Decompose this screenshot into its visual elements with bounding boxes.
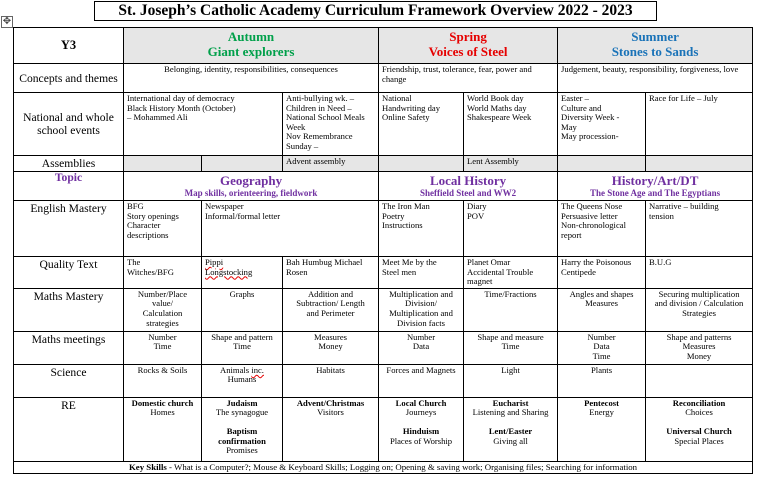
quality-word: Longstocking (205, 266, 253, 277)
events-spring-1: National Handwriting day Online Safety (379, 93, 464, 156)
topic-autumn-title: Geography (219, 173, 283, 188)
science-cell: Habitats (283, 364, 379, 397)
term-summer-theme: Stones to Sands (611, 44, 699, 59)
re-heading: Eucharist (492, 397, 529, 408)
science-cell (202, 364, 283, 397)
maths-mastery-label: Maths Mastery (14, 288, 124, 331)
re-cell (124, 397, 202, 461)
re-heading: Universal Church (666, 425, 732, 436)
re-heading: Baptism confirmation (218, 425, 266, 446)
quality-cell (202, 257, 283, 289)
english-label: English Mastery (14, 201, 124, 257)
term-autumn-name: Autumn (227, 29, 275, 44)
events-label: National and whole school events (14, 93, 124, 156)
re-text: The synagogue (215, 407, 269, 418)
maths-meetings-cell: Number Data (379, 331, 464, 364)
re-text: Visitors (317, 407, 344, 418)
science-cell: Forces and Magnets (379, 364, 464, 397)
document-title: St. Joseph’s Catholic Academy Curriculum Framework Overview 2022 - 2023 (94, 1, 657, 21)
table-move-handle-icon[interactable]: ✥ (2, 16, 12, 27)
maths-meetings-cell: Shape and measure Time (464, 331, 558, 364)
re-cell (379, 397, 464, 461)
events-spring-2: World Book day World Maths day Shakespeare Week (464, 93, 558, 156)
english-cell: The Queens Nose Persuasive letter Non-chronological report (558, 201, 646, 257)
topic-summer-sub: The Stone Age and The Egyptians (589, 188, 721, 198)
concepts-summer: Judgement, beauty, responsibility, forgiveness, love (558, 64, 753, 93)
re-text: Giving all (493, 435, 528, 446)
english-cell: The Iron Man Poetry Instructions (379, 201, 464, 257)
events-autumn-1: International day of democracy Black History Month (October) – Mohammed Ali (124, 93, 283, 156)
term-autumn-theme: Giant explorers (207, 44, 295, 59)
topic-summer-title: History/Art/DT (611, 173, 699, 188)
re-text: Places of Worship (389, 435, 453, 446)
term-spring-name: Spring (449, 29, 487, 44)
quality-cell: Meet Me by the Steel men (379, 257, 464, 289)
science-cell: Light (464, 364, 558, 397)
re-text: Listening and Sharing (472, 407, 549, 418)
quality-cell: B.U.G (646, 257, 753, 289)
events-summer-1: Easter – Culture and Diversity Week - May May procession- (558, 93, 646, 156)
maths-mastery-cell: Graphs (202, 288, 283, 331)
maths-meetings-cell: Shape and pattern Time (202, 331, 283, 364)
assembly-cell (646, 156, 753, 172)
maths-mastery-cell: Time/Fractions (464, 288, 558, 331)
quality-cell: Bah Humbug Michael Rosen (283, 257, 379, 289)
topic-spring-title: Local History (429, 173, 507, 188)
maths-meetings-label: Maths meetings (14, 331, 124, 364)
re-heading: Advent/Christmas (296, 397, 365, 408)
quality-word: Pippi (205, 257, 224, 267)
quality-cell: The Witches/BFG (124, 257, 202, 289)
quality-label: Quality Text (14, 257, 124, 289)
science-cell: Plants (558, 364, 646, 397)
re-cell (283, 397, 379, 461)
re-cell (464, 397, 558, 461)
english-cell: Narrative – building tension (646, 201, 753, 257)
quality-cell: Planet Omar Accidental Trouble magnet (464, 257, 558, 289)
maths-meetings-cell: Number Data Time (558, 331, 646, 364)
concepts-spring: Friendship, trust, tolerance, fear, power and change (379, 64, 558, 93)
science-word: Animals (220, 364, 252, 375)
re-text: Energy (589, 407, 614, 418)
re-heading: Lent/Easter (488, 425, 533, 436)
re-heading: Local Church (395, 397, 447, 408)
re-heading: Reconciliation (672, 397, 726, 408)
term-summer-header (558, 28, 753, 64)
assembly-cell (124, 156, 202, 172)
term-spring-header (379, 28, 558, 64)
assembly-spring: Lent Assembly (464, 156, 558, 172)
topic-spring-sub: Sheffield Steel and WW2 (419, 188, 517, 198)
concepts-autumn: Belonging, identity, responsibilities, consequences (124, 64, 379, 93)
english-cell: BFG Story openings Character descriptions (124, 201, 202, 257)
re-heading: Hinduism (402, 425, 440, 436)
topic-autumn (124, 172, 379, 201)
maths-mastery-cell: Number/Place value/ Calculation strategies (124, 288, 202, 331)
re-heading: Judaism (226, 397, 258, 408)
re-heading: Pentecost (584, 397, 619, 408)
term-spring-theme: Voices of Steel (428, 44, 508, 59)
re-cell (646, 397, 753, 461)
topic-autumn-sub: Map skills, orienteering, fieldwork (184, 188, 318, 198)
maths-mastery-cell: Securing multiplication and division / Calculation Strategies (646, 288, 753, 331)
maths-meetings-cell: Measures Money (283, 331, 379, 364)
re-heading: Domestic church (131, 397, 194, 408)
assembly-autumn: Advent assembly (283, 156, 379, 172)
re-cell (202, 397, 283, 461)
science-word: inc. (251, 364, 264, 375)
curriculum-table (13, 27, 753, 474)
term-summer-name: Summer (631, 29, 679, 44)
events-summer-2: Race for Life – July (646, 93, 753, 156)
maths-mastery-cell: Angles and shapes Measures (558, 288, 646, 331)
re-text: Homes (150, 407, 175, 418)
key-skills-label: Key Skills (128, 461, 167, 472)
re-text: Journeys (405, 407, 437, 418)
science-label: Science (14, 364, 124, 397)
assembly-cell (202, 156, 283, 172)
assembly-cell (558, 156, 646, 172)
maths-mastery-cell: Addition and Subtraction/ Length and Perimeter (283, 288, 379, 331)
concepts-label: Concepts and themes (14, 64, 124, 93)
maths-meetings-cell: Number Time (124, 331, 202, 364)
year-label: Y3 (14, 28, 124, 64)
topic-label: Topic (14, 172, 124, 201)
maths-mastery-cell: Multiplication and Division/ Multiplication and Division facts (379, 288, 464, 331)
assemblies-label: Assemblies (14, 156, 124, 172)
maths-meetings-cell: Shape and patterns Measures Money (646, 331, 753, 364)
science-word: Humans (227, 374, 257, 385)
english-cell: Diary POV (464, 201, 558, 257)
events-autumn-2: Anti-bullying wk. –Children in Need –National School Meals Week Nov Remembrance Sunday – (283, 93, 379, 156)
key-skills-text: - What is a Computer?; Mouse & Keyboard Skills; Logging on; Opening & saving work; Organising files; Searching for information (166, 461, 638, 472)
quality-cell: Harry the Poisonous Centipede (558, 257, 646, 289)
term-autumn-header (124, 28, 379, 64)
assembly-cell (379, 156, 464, 172)
key-skills-row (14, 461, 753, 474)
re-text: Special Places (674, 435, 724, 446)
re-text: Choices (685, 407, 713, 418)
re-text: Promises (226, 445, 258, 456)
english-cell: Newspaper Informal/formal letter (202, 201, 379, 257)
topic-spring (379, 172, 558, 201)
re-cell (558, 397, 646, 461)
re-label: RE (14, 397, 124, 461)
topic-summer (558, 172, 753, 201)
science-cell (646, 364, 753, 397)
science-cell: Rocks & Soils (124, 364, 202, 397)
